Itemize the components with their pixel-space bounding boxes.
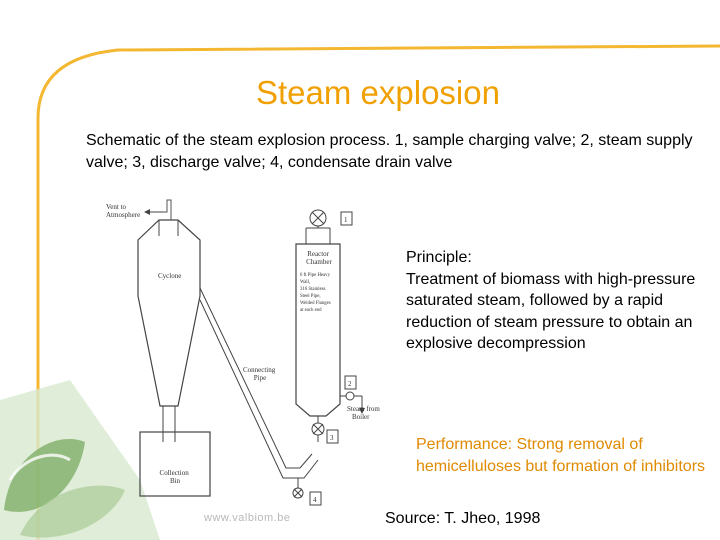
performance-text: Performance: Strong removal of hemicelluloses but formation of inhibitors xyxy=(416,436,706,475)
reactor-label: Reactor Chamber xyxy=(306,250,332,266)
steam-explosion-schematic xyxy=(100,196,400,516)
valve-1-number: 1 xyxy=(344,216,348,224)
valve-2 xyxy=(346,392,354,400)
principle-text: Principle: Treatment of biomass with high-pressure saturated steam, followed by a rapid reduction of steam pressure to obtain an explosive decompression xyxy=(406,247,706,355)
collection-label: Collection Bin xyxy=(159,469,189,485)
watermark: www.valbiom.be xyxy=(204,512,291,524)
connecting-pipe-label: Connecting Pipe xyxy=(242,366,276,382)
reactor-chamber xyxy=(296,244,340,416)
source-citation: Source: T. Jheo, 1998 xyxy=(385,510,541,527)
connecting-pipe xyxy=(200,288,318,478)
slide-title: Steam explosion xyxy=(256,74,500,111)
intro-text: Schematic of the steam explosion process. 1, sample charging valve; 2, steam supply valve; 3, discharge valve; 4, condensate drain valve xyxy=(86,132,693,171)
valve-3-number: 3 xyxy=(330,434,334,442)
valve-2-number: 2 xyxy=(348,380,352,388)
cyclone-label: Cyclone xyxy=(158,272,182,280)
cyclone xyxy=(138,220,200,406)
reactor-spec: 6 ft Pipe Heavy Wall, 316 Stainless Steel Pipe, Welded Flanges at each end xyxy=(300,273,331,313)
valve-4-number: 4 xyxy=(313,496,317,504)
vent-label: Vent to Atmosphere xyxy=(106,203,141,219)
steam-label: Steam from Boiler xyxy=(347,405,380,421)
